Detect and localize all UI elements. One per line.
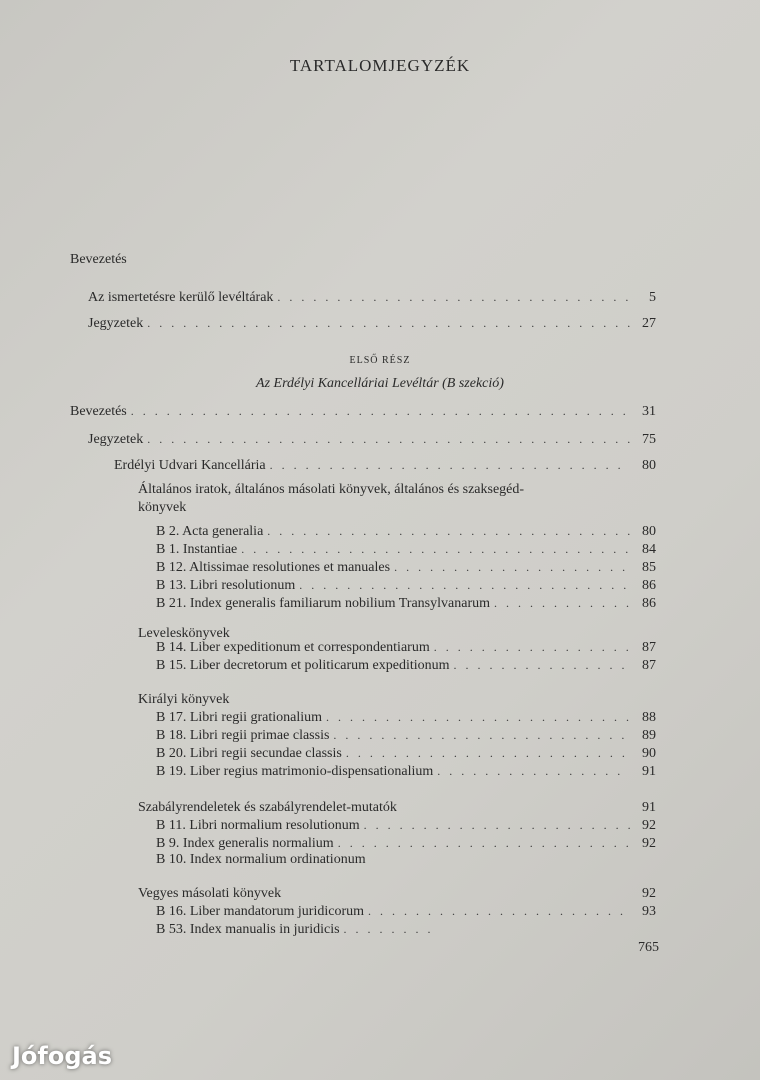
page-title: TARTALOMJEGYZÉK (289, 56, 471, 75)
entry-label: B 10. Index normalium ordinationum (156, 852, 366, 867)
entry-label: Jegyzetek (88, 432, 144, 447)
toc-entry (156, 560, 656, 578)
entry-page: 80 (642, 458, 656, 473)
entry-page: 92 (642, 818, 656, 833)
entry-label: B 1. Instantiae (156, 542, 238, 557)
toc-entry (156, 852, 656, 870)
entry-label: Szabályrendeletek és szabályrendelet-mutatók (138, 800, 397, 815)
section-heading: könyvek (138, 500, 187, 515)
entry-page: 84 (642, 542, 656, 557)
toc-entry (156, 596, 656, 614)
part-subtitle: Az Erdélyi Kancelláriai Levéltár (B szekció) (256, 376, 504, 391)
toc-entry (156, 658, 656, 676)
toc-entry (156, 524, 656, 542)
toc-entry (156, 904, 656, 922)
toc-entry (88, 432, 656, 450)
section-heading: Királyi könyvek (138, 692, 230, 707)
section-heading: Leveleskönyvek (138, 626, 230, 641)
toc-entry (114, 458, 656, 476)
toc-entry (156, 818, 656, 836)
entry-page: 92 (642, 886, 656, 901)
entry-page: 87 (642, 640, 656, 655)
page-number: 765 (638, 940, 659, 955)
entry-page: 91 (642, 764, 656, 779)
section-heading: Általános iratok, általános másolati könyvek, általános és szaksegéd- (138, 482, 525, 497)
watermark-logo: Jófogás (12, 1042, 113, 1070)
entry-label: B 53. Index manualis in juridicis (156, 922, 340, 937)
entry-page: 91 (642, 800, 656, 815)
entry-label: Jegyzetek (88, 316, 144, 331)
toc-entry (156, 922, 456, 940)
entry-label: B 13. Libri resolutionum (156, 578, 296, 593)
toc-entry (88, 290, 656, 308)
entry-page: 27 (642, 316, 656, 331)
entry-page: 86 (642, 578, 656, 593)
entry-label: B 14. Liber expeditionum et correspondentiarum (156, 640, 430, 655)
section-heading-entry (138, 800, 656, 818)
entry-label: B 12. Altissimae resolutiones et manuales (156, 560, 391, 575)
entry-label: B 16. Liber mandatorum juridicorum (156, 904, 365, 919)
toc-entry (70, 404, 656, 422)
entry-page: 75 (642, 432, 656, 447)
entry-page: 5 (649, 290, 656, 305)
entry-label: B 20. Libri regii secundae classis (156, 746, 342, 761)
toc-entry (156, 710, 656, 728)
entry-page: 93 (642, 904, 656, 919)
entry-page: 90 (642, 746, 656, 761)
entry-label: B 17. Libri regii grationalium (156, 710, 323, 725)
entry-label: B 11. Libri normalium resolutionum (156, 818, 360, 833)
intro-heading: Bevezetés (70, 252, 127, 267)
toc-entry (156, 640, 656, 658)
toc-entry (88, 316, 656, 334)
toc-entry (156, 578, 656, 596)
section-heading-entry (138, 886, 656, 904)
entry-page: 31 (642, 404, 656, 419)
entry-label: Az ismertetésre kerülő levéltárak (88, 290, 274, 305)
entry-page: 89 (642, 728, 656, 743)
toc-entry (156, 542, 656, 560)
entry-label: B 18. Libri regii primae classis (156, 728, 330, 743)
entry-page: 92 (642, 836, 656, 851)
toc-entry (156, 746, 656, 764)
entry-label: B 21. Index generalis familiarum nobilium Transylvanarum (156, 596, 491, 611)
entry-page: 87 (642, 658, 656, 673)
entry-page: 88 (642, 710, 656, 725)
entry-label: Vegyes másolati könyvek (138, 886, 282, 901)
entry-label: Erdélyi Udvari Kancellária (114, 458, 266, 473)
entry-page: 85 (642, 560, 656, 575)
entry-label: Bevezetés (70, 404, 127, 419)
part-label: ELSŐ RÉSZ (349, 355, 411, 366)
toc-entry (156, 764, 656, 782)
entry-page: 86 (642, 596, 656, 611)
entry-label: B 2. Acta generalia (156, 524, 264, 539)
entry-label: B 9. Index generalis normalium (156, 836, 334, 851)
entry-page: 80 (642, 524, 656, 539)
entry-label: B 15. Liber decretorum et politicarum expeditionum (156, 658, 450, 673)
toc-entry (156, 728, 656, 746)
entry-label: B 19. Liber regius matrimonio-dispensationalium (156, 764, 434, 779)
